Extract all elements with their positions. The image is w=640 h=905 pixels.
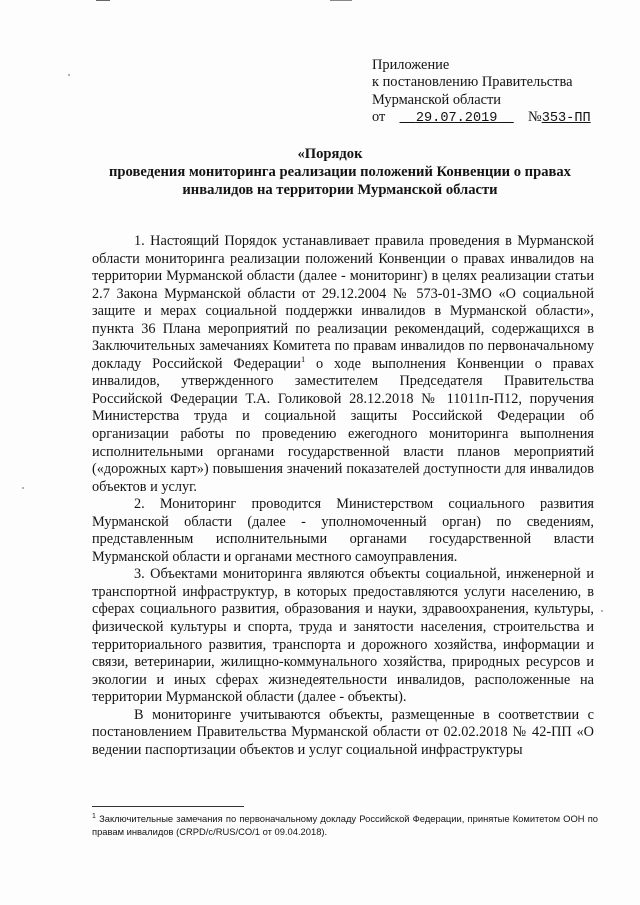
paragraph-3: 3. Объектами мониторинга являются объекты социальной, инженерной и транспортной инфраструктур, в которых предоставляются услуги населению, в сферах социального развития, образования и науки, здравоохранения, культуры, физической культуры и спорта, труда и занятости населения, строительства и территориального развития, транспорта и дорожного хозяйства, информации и связи, ветеринарии, жилищно-коммунального хозяйства, природных ресурсов и экологии и иных сферах жизнедеятельности инвалидов, расположенные на территории Мурманской области (далее - объекты). (92, 566, 594, 706)
number-prefix: № (527, 109, 542, 126)
scan-speck (68, 74, 70, 76)
appendix-line: Мурманской области (372, 91, 501, 108)
title-line: инвалидов на территории Мурманской области (182, 182, 498, 198)
paragraph-text: о ходе выполнения Конвенции о правах инвалидов, утвержденного заместителем Председателя Правительства Российской Федерации Т.А. Голиковой 28.12.2018 № 11011п-П12, поручения Министерства труда и социальной защиты Российской Федерации об организации работы по проведению ежегодного мониторинга выполнения исполнительными органами государственной власти планов мероприятий («дорожных карт») повышения значений показателей доступности для инвалидов объектов и услуг. (92, 355, 594, 495)
appendix-line: к постановлению Правительства (372, 74, 573, 91)
paragraph-4: В мониторинге учитываются объекты, размещенные в соответствии с постановлением Правительства Мурманской области от 02.02.2018 № 42-ПП «О ведении паспортизации объектов и услуг социальной инфраструктуры (92, 706, 594, 758)
scan-speck (22, 487, 24, 489)
footnote-marker: 1 (92, 812, 96, 820)
footnote (92, 812, 598, 838)
appendix-block (372, 57, 612, 128)
footnote-divider (92, 806, 244, 807)
appendix-line: Приложение (372, 57, 450, 73)
document-date (400, 111, 514, 126)
document-date-value: 29.07.2019 (415, 111, 498, 127)
date-prefix: от (372, 109, 386, 126)
paragraph-text: 1. Настоящий Порядок устанавливает правила проведения в Мурманской области мониторинга реализации положений Конвенции о правах инвалидов на территории Мурманской области (далее - мониторинг) в целях реализации статьи 2.7 Закона Мурманской области от 29.12.2004 № 573-01-ЗМО «О социальной защите и мерах социальной поддержки инвалидов в Мурманской области», пункта 36 Плана мероприятий по реализации рекомендаций, содержащихся в Заключительных замечаниях Комитета по правам инвалидов по первоначальному докладу Российской Федерации (92, 233, 594, 372)
scan-speck (601, 610, 603, 612)
scan-mark (330, 0, 352, 1)
appendix-date-line (372, 109, 612, 127)
paragraph-2: 2. Мониторинг проводится Министерством социального развития Мурманской области (далее - уполномоченный орган) по сведениям, представленным исполнительными органами государственной власти Мурманской области и органами местного самоуправления. (92, 496, 594, 565)
scan-mark (96, 0, 110, 1)
document-body (92, 233, 594, 759)
paragraph-1 (92, 233, 594, 496)
title-line: «Порядок (297, 146, 363, 162)
document-number: 353-ПП (541, 111, 591, 127)
footnote-text: Заключительные замечания по первоначальному докладу Российской Федерации, принятые Комитетом ООН по правам инвалидов (CRPD/c/RUS/CO/1 от 09.04.2018). (92, 813, 598, 837)
footnote-ref: 1 (300, 354, 306, 365)
title-line: проведения мониторинга реализации положений Конвенции о правах (109, 164, 571, 180)
